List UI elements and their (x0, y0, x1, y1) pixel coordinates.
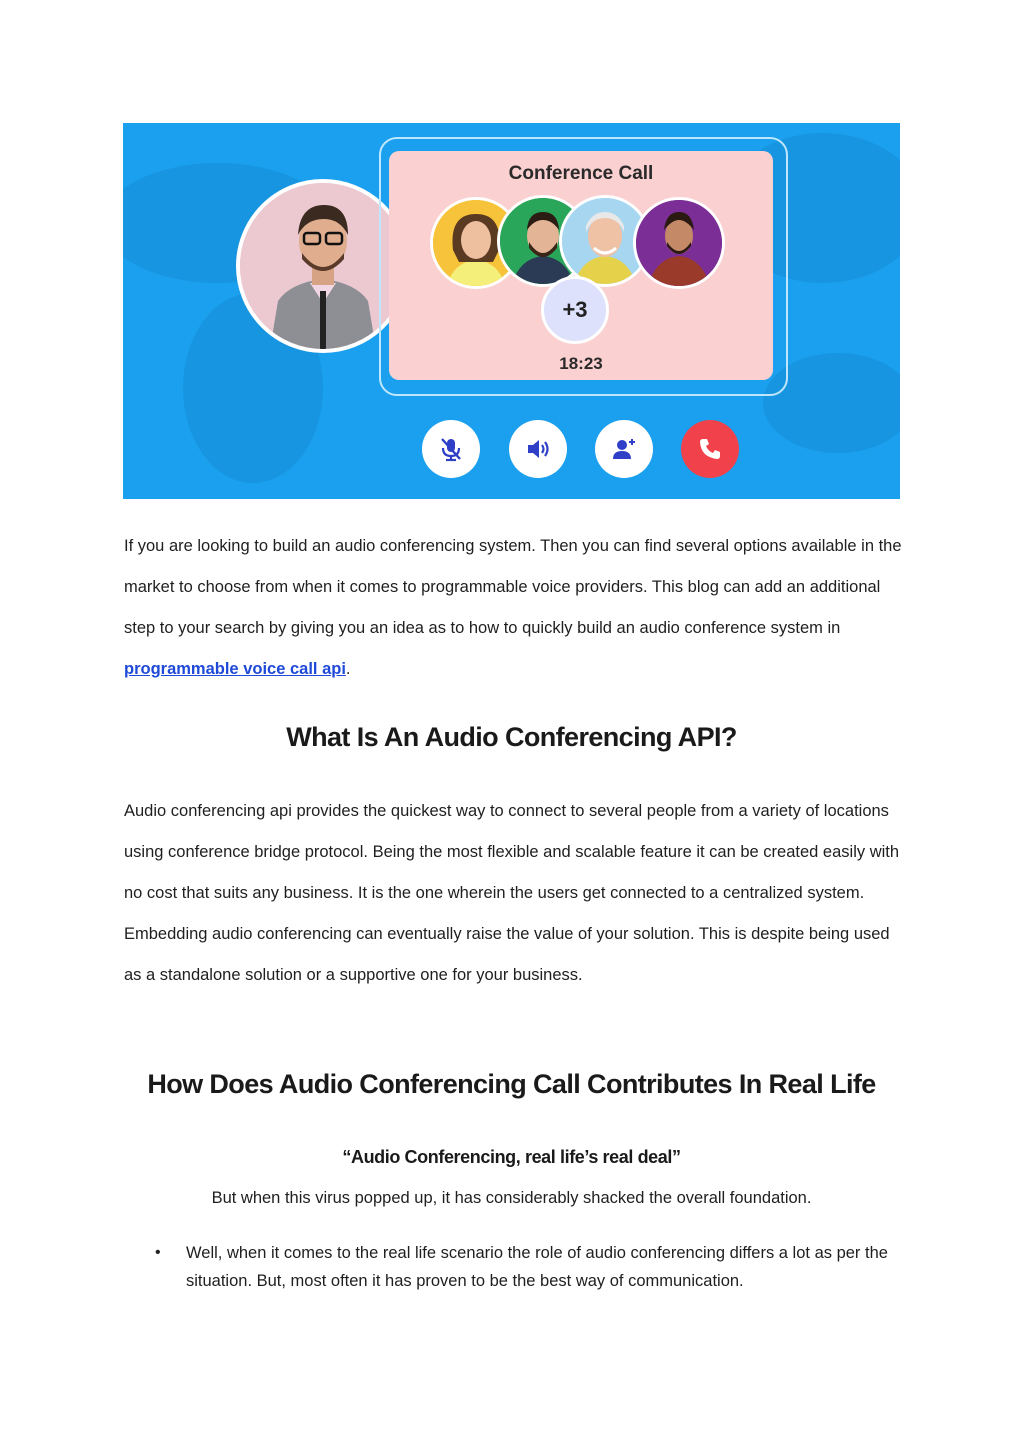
card-title: Conference Call (508, 163, 654, 184)
section-paragraph: Audio conferencing api provides the quickest way to connect to several people from a variety of locations using conference bridge protocol. Being the most flexible and scalable feature it can be created easily with no cost that suits any business. It is the one wherein the users get connected to a centralized system. Embedding audio conferencing can eventually raise the value of your solution. This is despite being used as a standalone solution or a supportive one for your business. (124, 802, 900, 984)
speaker-icon (524, 435, 552, 463)
mic-muted-icon (437, 435, 465, 463)
bullet-marker: • (155, 1244, 161, 1261)
add-user-icon (610, 435, 638, 463)
end-call-button[interactable] (681, 420, 739, 478)
section-heading: How Does Audio Conferencing Call Contributes In Real Life (147, 1069, 876, 1099)
programmable-voice-link[interactable]: programmable voice call api (124, 660, 346, 678)
pull-quote: “Audio Conferencing, real life’s real deal” (342, 1147, 681, 1167)
participant-avatar (633, 197, 725, 289)
list-item: Well, when it comes to the real life scenario the role of audio conferencing differs a lot as per the situation. But, most often it has proven to be the best way of communication. (186, 1244, 888, 1290)
intro-paragraph (124, 526, 904, 690)
more-participants-badge: +3 (541, 276, 609, 344)
call-timer: 18:23 (559, 354, 603, 373)
speaker-button[interactable] (509, 420, 567, 478)
mute-button[interactable] (422, 420, 480, 478)
end-call-icon (696, 435, 724, 463)
intro-text: If you are looking to build an audio conferencing system. Then you can find several options available in the market to choose from when it comes to programmable voice providers. This blog can add an additional step to your search by giving you an idea as to how to quickly build an audio conference system in (124, 537, 902, 637)
add-participant-button[interactable] (595, 420, 653, 478)
hero-illustration (123, 123, 900, 499)
centered-line: But when this virus popped up, it has considerably shacked the overall foundation. (211, 1189, 812, 1207)
section-heading: What Is An Audio Conferencing API? (286, 722, 737, 752)
intro-end: . (345, 660, 351, 678)
